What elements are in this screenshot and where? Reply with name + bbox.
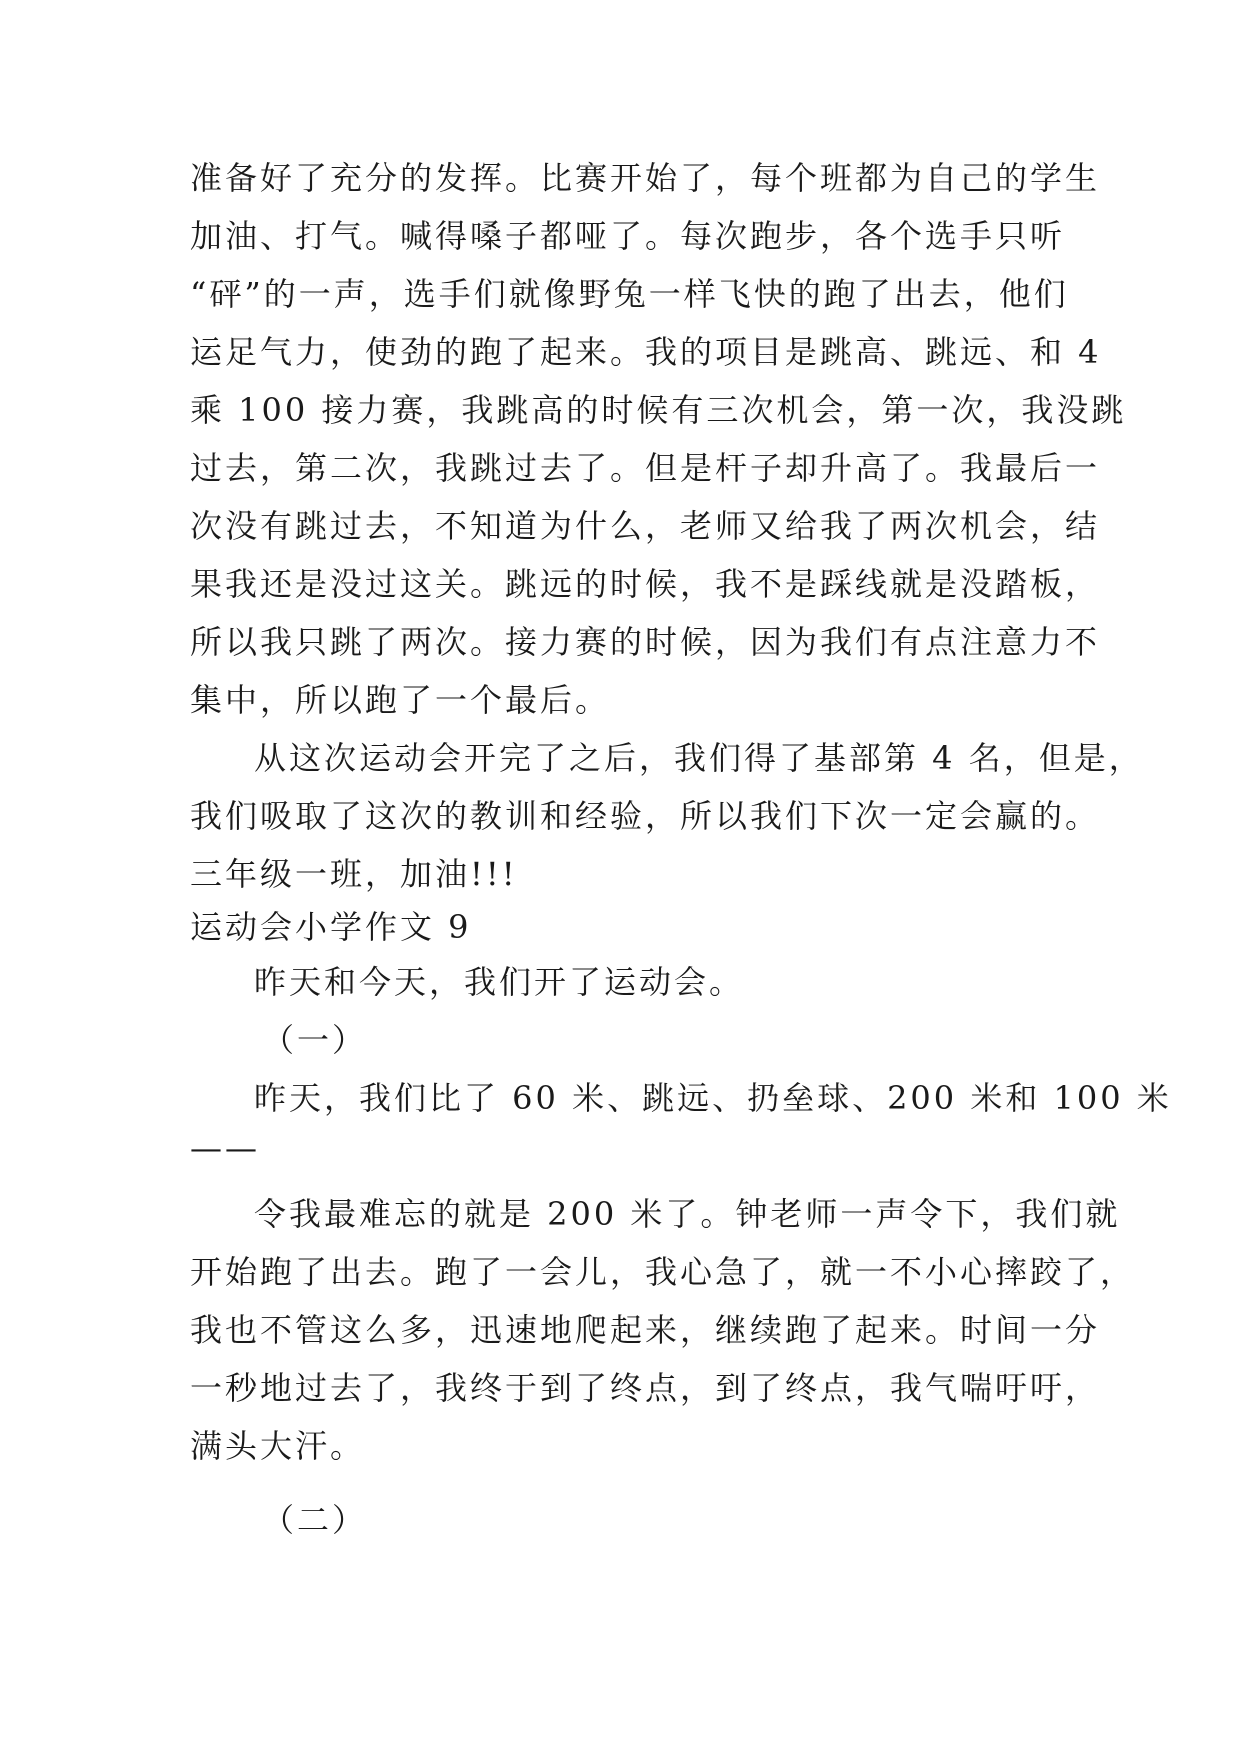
paragraph-line: 准备好了充分的发挥。比赛开始了，每个班都为自己的学生 <box>190 159 1101 197</box>
paragraph-line: 过去，第二次，我跳过去了。但是杆子却升高了。我最后一 <box>190 449 1101 487</box>
paragraph-line: 集中，所以跑了一个最后。 <box>190 681 611 719</box>
paragraph-line: 次没有跳过去，不知道为什么，老师又给我了两次机会，结 <box>190 507 1101 545</box>
paragraph-line: 从这次运动会开完了之后，我们得了基部第 4 名，但是， <box>254 739 1144 777</box>
paragraph-line: 令我最难忘的就是 200 米了。钟老师一声令下，我们就 <box>254 1195 1121 1233</box>
paragraph-line: 满头大汗。 <box>190 1427 366 1465</box>
paragraph-line: “砰”的一声，选手们就像野兔一样飞快的跑了出去，他们 <box>190 275 1069 313</box>
section-heading: 运动会小学作文 9 <box>190 908 472 946</box>
paragraph-line: 一秒地过去了，我终于到了终点，到了终点，我气喘吁吁， <box>190 1369 1101 1407</box>
paragraph-line: 果我还是没过这关。跳远的时候，我不是踩线就是没踏板， <box>190 565 1101 603</box>
paragraph-line: 运足气力，使劲的跑了起来。我的项目是跳高、跳远、和 4 <box>190 333 1102 371</box>
paragraph-line: 昨天和今天，我们开了运动会。 <box>254 963 745 1001</box>
paragraph-line: 三年级一班，加油!!! <box>190 855 518 893</box>
paragraph-line: 所以我只跳了两次。接力赛的时候，因为我们有点注意力不 <box>190 623 1101 661</box>
paragraph-line: 昨天，我们比了 60 米、跳远、扔垒球、200 米和 100 米 <box>254 1079 1172 1117</box>
paragraph-line: 开始跑了出去。跑了一会儿，我心急了，就一不小心摔跤了， <box>190 1253 1136 1291</box>
paragraph-line: 我们吸取了这次的教训和经验，所以我们下次一定会赢的。 <box>190 797 1101 835</box>
dash-line: —— <box>190 1129 260 1167</box>
subsection-marker: （一） <box>262 1021 368 1059</box>
subsection-marker: （二） <box>262 1501 368 1539</box>
paragraph-line: 我也不管这么多，迅速地爬起来，继续跑了起来。时间一分 <box>190 1311 1101 1349</box>
paragraph-line: 加油、打气。喊得嗓子都哑了。每次跑步，各个选手只听 <box>190 217 1066 255</box>
paragraph-line: 乘 100 接力赛，我跳高的时候有三次机会，第一次，我没跳 <box>190 391 1127 429</box>
